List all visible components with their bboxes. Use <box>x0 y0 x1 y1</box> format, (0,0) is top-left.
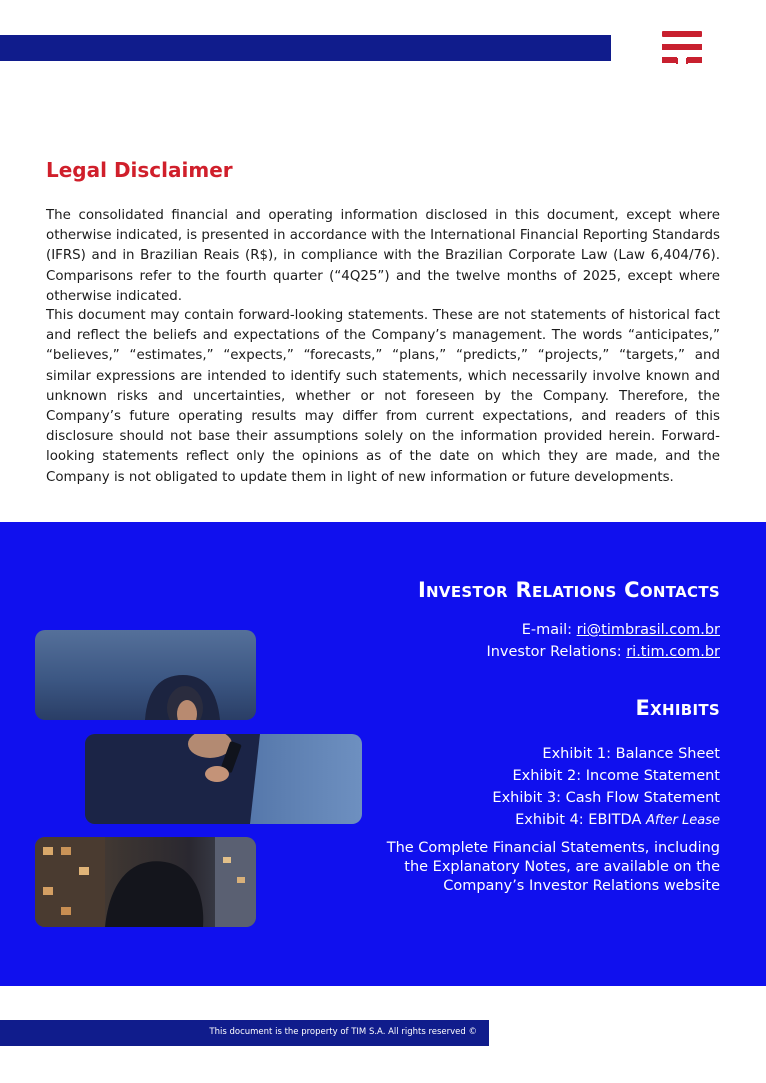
investor-relations-contacts-heading: Investor Relations Contacts <box>417 578 720 602</box>
disclaimer-paragraph-1: The consolidated financial and operating information disclosed in this document, except where otherwise indicated, is presented in accordance with the International Financial Reporting Standards (IFRS) and in Brazilian Reais (R$), in compliance with the Brazilian Corporate Law (Law 6,404/76). Comparisons refer to the fourth quarter (“4Q25”) and the twelve months of 2025, except where otherwise indicated. <box>46 208 720 304</box>
ir-website-link[interactable]: ri.tim.com.br <box>626 644 720 660</box>
email-label: E-mail: <box>521 622 577 638</box>
header-brand-bar <box>0 35 611 61</box>
email-contact-line <box>522 622 720 638</box>
exhibits-heading: Exhibits <box>635 696 720 720</box>
exhibit-item: Exhibit 3: Cash Flow Statement <box>492 790 720 806</box>
tim-logo <box>662 31 702 64</box>
exhibit-item-4 <box>492 809 720 832</box>
financial-statements-note: The Complete Financial Statements, including the Explanatory Notes, are available on the Company’s Investor Relations website <box>386 840 720 894</box>
ir-website-line <box>486 644 720 660</box>
footer-bar <box>0 1020 489 1046</box>
photo-strip-middle <box>85 734 362 824</box>
exhibit-item: Exhibit 1: Balance Sheet <box>542 746 720 762</box>
legal-disclaimer-title: Legal Disclaimer <box>46 158 233 182</box>
footer-copyright: This document is the property of TIM S.A. All rights reserved © <box>209 1027 477 1037</box>
ir-website-label: Investor Relations: <box>486 644 627 660</box>
disclaimer-paragraph-2: This document may contain forward-looking statements. These are not statements of historical fact and reflect the beliefs and expectations of the Company’s management. The words “anticipates,” “believes,” “estimates,” “expects,” “forecasts,” “plans,” “predicts,” “projects,” “targets,” and similar expressions are intended to identify such statements, which necessarily involve known and unknown risks and uncertainties, whether or not foreseen by the Company. Therefore, the Company’s future operating results may differ from current expectations, and readers of this disclosure should not base their assumptions solely on the information provided herein. Forward-looking statements reflect only the opinions as of the date on which they are made, and the Company is not obligated to update them in light of new information or future developments. <box>46 308 720 485</box>
email-link[interactable]: ri@timbrasil.com.br <box>576 622 720 638</box>
exhibits-list <box>492 743 720 832</box>
exhibit-4-label: Exhibit 4: EBITDA <box>515 812 646 828</box>
photo-strip-top <box>35 630 256 720</box>
exhibit-4-suffix: After Lease <box>645 813 720 828</box>
photo-strip-bottom <box>35 837 256 927</box>
exhibit-item: Exhibit 2: Income Statement <box>512 768 720 784</box>
